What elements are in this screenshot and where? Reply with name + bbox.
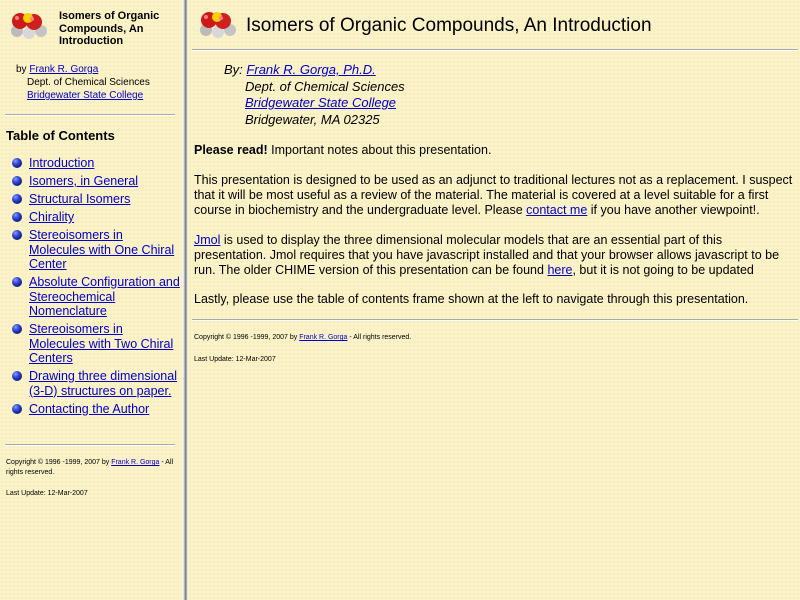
department-text: Dept. of Chemical Sciences bbox=[27, 77, 150, 88]
toc-link-drawing-3d[interactable]: Drawing three dimensional (3-D) structures on paper. bbox=[29, 369, 177, 398]
blue-ball-bullet-icon bbox=[12, 371, 22, 381]
toc-link-two-chiral-centers[interactable]: Stereoisomers in Molecules with Two Chiral Centers bbox=[29, 322, 174, 365]
toc-link-contact-author[interactable]: Contacting the Author bbox=[29, 401, 150, 416]
divider bbox=[192, 319, 798, 321]
paragraph-text: is used to display the three dimensional molecular models that are an essential part of this presentation. Jmol requires that you have javascript installed and that your browser allows javascript to be run. The older CHIME version of this presentation can be found bbox=[194, 233, 780, 277]
rights-text: - All rights reserved. bbox=[6, 459, 174, 476]
copyright-text: Copyright © 1996 -1999, 2007 by bbox=[194, 334, 298, 341]
chime-version-link[interactable]: here bbox=[547, 263, 573, 277]
toc-item bbox=[10, 322, 180, 366]
molecule-logo-icon bbox=[8, 10, 50, 40]
department-text: Dept. of Chemical Sciences bbox=[245, 78, 405, 94]
toc-frame bbox=[0, 0, 182, 600]
author-block bbox=[224, 62, 405, 128]
rights-text: - All rights reserved. bbox=[349, 334, 412, 341]
intro-paragraph bbox=[194, 173, 794, 218]
copyright-author-link[interactable]: Frank R. Gorga bbox=[299, 334, 348, 341]
toc-link-absolute-configuration[interactable]: Absolute Configuration and Stereochemical Nomenclature bbox=[29, 275, 180, 318]
author-byline bbox=[16, 63, 150, 102]
last-update: Last Update: 12-Mar-2007 bbox=[6, 490, 88, 497]
jmol-paragraph bbox=[194, 233, 794, 278]
paragraph-text: , but it is not going to be updated bbox=[572, 263, 754, 277]
author-link[interactable]: Frank R. Gorga bbox=[29, 64, 99, 75]
author-link[interactable]: Frank R. Gorga, Ph.D. bbox=[246, 62, 376, 77]
molecule-logo-icon bbox=[197, 9, 239, 39]
copyright-notice bbox=[6, 458, 176, 478]
toc-link-introduction[interactable]: Introduction bbox=[29, 156, 95, 170]
please-read-label: Please read! bbox=[194, 143, 268, 157]
navigation-paragraph: Lastly, please use the table of contents frame shown at the left to navigate through this presentation. bbox=[194, 292, 749, 306]
toc-item bbox=[10, 275, 180, 319]
paragraph-text: This presentation is designed to be used as an adjunct to traditional lectures not as a replacement. I suspect that it will be most useful as a review of the material. The material is covered at a level suitable for a first course in biochemistry and the undergraduate level. Please bbox=[194, 173, 793, 217]
paragraph-text: if you have another viewpoint!. bbox=[587, 203, 760, 217]
notice-line bbox=[194, 143, 794, 158]
last-update: Last Update: 12-Mar-2007 bbox=[194, 356, 276, 363]
toc-link-structural-isomers[interactable]: Structural Isomers bbox=[29, 192, 131, 206]
divider bbox=[192, 49, 798, 51]
notice-text: Important notes about this presentation. bbox=[267, 143, 492, 157]
blue-ball-bullet-icon bbox=[12, 194, 22, 204]
copyright-text: Copyright © 1996 -1999, 2007 by bbox=[6, 459, 110, 466]
copyright-author-link[interactable]: Frank R. Gorga bbox=[111, 459, 160, 466]
toc-item bbox=[10, 210, 180, 225]
college-link[interactable]: Bridgewater State College bbox=[27, 90, 144, 101]
college-link[interactable]: Bridgewater State College bbox=[245, 95, 397, 110]
blue-ball-bullet-icon bbox=[12, 324, 22, 334]
blue-ball-bullet-icon bbox=[12, 176, 22, 186]
content-frame bbox=[188, 0, 800, 600]
toc-item bbox=[10, 174, 180, 189]
jmol-link[interactable]: Jmol bbox=[194, 233, 221, 247]
divider bbox=[5, 114, 175, 116]
blue-ball-bullet-icon bbox=[12, 212, 22, 222]
toc-item bbox=[10, 156, 180, 171]
blue-ball-bullet-icon bbox=[12, 230, 22, 240]
city-text: Bridgewater, MA 02325 bbox=[245, 111, 380, 127]
blue-ball-bullet-icon bbox=[12, 404, 22, 414]
by-label: by bbox=[16, 64, 27, 75]
toc-item bbox=[10, 369, 180, 398]
toc-item bbox=[10, 228, 180, 272]
blue-ball-bullet-icon bbox=[12, 277, 22, 287]
toc-heading: Table of Contents bbox=[6, 128, 115, 143]
divider bbox=[5, 444, 175, 446]
blue-ball-bullet-icon bbox=[12, 158, 22, 168]
page-title: Isomers of Organic Compounds, An Introduction bbox=[246, 15, 652, 36]
toc-link-one-chiral-center[interactable]: Stereoisomers in Molecules with One Chiral Center bbox=[29, 228, 175, 271]
toc-list bbox=[10, 156, 180, 420]
toc-item bbox=[10, 402, 180, 417]
contact-me-link[interactable]: contact me bbox=[526, 203, 588, 217]
site-title: Isomers of Organic Compounds, An Introduction bbox=[59, 10, 160, 47]
toc-link-isomers-general[interactable]: Isomers, in General bbox=[29, 174, 139, 188]
by-label: By: bbox=[224, 62, 243, 77]
copyright-notice bbox=[194, 333, 411, 343]
toc-link-chirality[interactable]: Chirality bbox=[29, 210, 75, 224]
toc-item bbox=[10, 192, 180, 207]
